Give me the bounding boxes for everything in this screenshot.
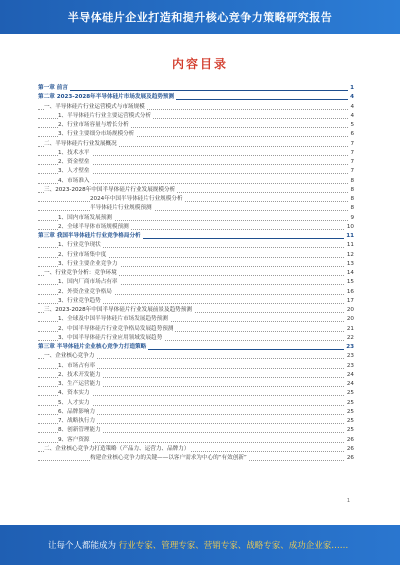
toc-entry-title: 2、行业市场集中度 (58, 251, 108, 260)
toc-entry-title: 7、战略执行力 (58, 417, 97, 426)
footer-lead-text: 让每个人都能成为 (48, 541, 117, 551)
toc-entry[interactable] (38, 251, 354, 260)
toc-entry-title: 3、行业竞争趋势 (58, 297, 103, 306)
toc-entry-page: 8 (348, 177, 354, 186)
toc-entry-page: 23 (345, 362, 354, 371)
toc-entry-title: 4、市场准入 (58, 177, 92, 186)
toc-entry-title: 第二章 2023-2028年半导体硅片市场发展及趋势预测 (38, 93, 176, 102)
toc-entry-title: 1、半导体硅片行业主要运营模式分析 (58, 112, 153, 121)
toc-entry[interactable] (38, 389, 354, 398)
toc-entry[interactable] (38, 454, 354, 463)
toc-entry[interactable] (38, 214, 354, 223)
toc-entry-title: 3、人才壁垒 (58, 167, 92, 176)
toc-entry-title: 一、行业竞争分析：竞争环境 (44, 269, 119, 278)
toc-entry[interactable] (38, 121, 354, 130)
toc-entry-title: 8、创新管理能力 (58, 426, 103, 435)
page-number: 1 (346, 498, 350, 504)
leader-dots (38, 201, 354, 202)
toc-entry-page: 16 (345, 288, 354, 297)
toc-entry-page: 4 (348, 112, 354, 121)
toc-entry-page: 11 (345, 241, 354, 250)
toc-entry[interactable] (38, 93, 354, 102)
toc-entry-title: 1、技术水平 (58, 149, 92, 158)
toc-entry-page: 11 (344, 232, 354, 241)
toc-entry-title: 二、企业核心竞争力打造策略（产品力、运营力、品牌力） (44, 445, 191, 454)
toc-entry-page: 5 (348, 121, 354, 130)
toc-entry[interactable] (38, 223, 354, 232)
toc-entry-page: 22 (345, 334, 354, 343)
toc-entry[interactable] (38, 315, 354, 324)
toc-entry[interactable] (38, 130, 354, 139)
toc-entry-title: 2、行业市场容量与增长分析 (58, 121, 131, 130)
toc-entry[interactable] (38, 186, 354, 195)
leader-dots (38, 90, 354, 91)
toc-entry[interactable] (38, 112, 354, 121)
toc-entry-page: 23 (344, 343, 354, 352)
toc-entry[interactable] (38, 371, 354, 380)
toc-entry-page: 26 (345, 436, 354, 445)
footer-banner (0, 525, 400, 565)
toc-entry[interactable] (38, 380, 354, 389)
toc-entry-title: 第一章 前言 (38, 84, 70, 93)
toc-entry-title: 2、资金壁垒 (58, 158, 92, 167)
table-of-contents (38, 84, 354, 463)
toc-entry[interactable] (38, 260, 354, 269)
toc-entry-page: 8 (348, 195, 354, 204)
toc-entry[interactable] (38, 167, 354, 176)
toc-entry[interactable] (38, 140, 354, 149)
toc-entry-page: 8 (348, 204, 354, 213)
toc-entry[interactable] (38, 278, 354, 287)
toc-entry-title: 3、中国半导体硅片行业应用领域发展趋势 (58, 334, 164, 343)
toc-entry[interactable] (38, 177, 354, 186)
toc-entry-page: 25 (345, 408, 354, 417)
toc-entry-title: 一、企业核心竞争力 (44, 352, 96, 361)
toc-entry-page: 17 (345, 297, 354, 306)
toc-entry-page: 15 (345, 278, 354, 287)
toc-entry[interactable] (38, 334, 354, 343)
toc-entry-title: 1、市场占有率 (58, 362, 97, 371)
toc-entry[interactable] (38, 241, 354, 250)
toc-entry-page: 26 (345, 445, 354, 454)
toc-entry-page: 12 (345, 251, 354, 260)
toc-entry[interactable] (38, 399, 354, 408)
toc-entry-title: 9、客户资源 (58, 436, 92, 445)
toc-entry[interactable] (38, 84, 354, 93)
toc-entry-title: 半导体硅片行业规模预测 (90, 204, 154, 213)
toc-entry-title: 一、半导体硅片行业运营模式与市场规模 (44, 103, 147, 112)
toc-entry[interactable] (38, 232, 354, 241)
toc-entry-title: 2、技术开发能力 (58, 371, 103, 380)
toc-entry-page: 23 (345, 352, 354, 361)
toc-entry-title: 3、生产运营能力 (58, 380, 103, 389)
toc-entry[interactable] (38, 297, 354, 306)
toc-entry-title: 构建企业核心竞争力的关键——以客户需求为中心的“有效创新” (90, 454, 249, 463)
toc-entry-page: 14 (345, 269, 354, 278)
toc-entry-page: 21 (345, 325, 354, 334)
toc-entry-title: 2024年中国半导体硅片行业规模分析 (90, 195, 185, 204)
toc-entry-page: 25 (345, 417, 354, 426)
toc-entry-page: 20 (345, 315, 354, 324)
toc-entry-page: 9 (348, 214, 354, 223)
toc-entry-page: 6 (348, 130, 354, 139)
toc-entry-page: 26 (345, 454, 354, 463)
footer-slogan (48, 539, 348, 551)
toc-entry[interactable] (38, 436, 354, 445)
toc-entry-page: 25 (345, 426, 354, 435)
toc-entry-title: 第三章 我国半导体硅片行业竞争格局分析 (38, 232, 143, 241)
toc-entry[interactable] (38, 352, 354, 361)
toc-entry[interactable] (38, 343, 354, 352)
toc-entry-page: 10 (345, 223, 354, 232)
toc-entry[interactable] (38, 325, 354, 334)
toc-entry[interactable] (38, 445, 354, 454)
toc-entry-title: 2、全球半导体市场规模预测 (58, 223, 131, 232)
toc-entry[interactable] (38, 149, 354, 158)
toc-entry-title: 1、全球及中国半导体硅片市场发展趋势预测 (58, 315, 170, 324)
toc-entry-title: 2、中国半导体硅片行业竞争格局发展趋势预测 (58, 325, 175, 334)
toc-entry-page: 13 (345, 260, 354, 269)
toc-entry-title: 1、国内厂商市场占有率 (58, 278, 120, 287)
toc-entry-title: 2、外资企业竞争格局 (58, 288, 114, 297)
toc-entry-title: 第三章 半导体硅片企业核心竞争力打造策略 (38, 343, 148, 352)
toc-entry-page: 25 (345, 399, 354, 408)
toc-entry-title: 3、行业主要企业竞争力 (58, 260, 120, 269)
footer-roles-text: 行业专家、管理专家、营销专家、战略专家、成功企业家…… (118, 541, 349, 551)
toc-entry[interactable] (38, 417, 354, 426)
toc-entry[interactable] (38, 426, 354, 435)
toc-entry[interactable] (38, 269, 354, 278)
toc-entry[interactable] (38, 204, 354, 213)
toc-entry-page: 4 (348, 103, 354, 112)
report-title: 半导体硅片企业打造和提升核心竞争力策略研究报告 (67, 11, 333, 24)
toc-entry-page: 7 (348, 158, 354, 167)
toc-entry-title: 4、资本实力 (58, 389, 92, 398)
toc-entry[interactable] (38, 195, 354, 204)
toc-entry[interactable] (38, 362, 354, 371)
toc-entry-page: 25 (345, 389, 354, 398)
toc-entry[interactable] (38, 288, 354, 297)
toc-entry-title: 三、2023-2028年中国半导体硅片行业发展规模分析 (44, 186, 177, 195)
toc-entry-title: 二、半导体硅片行业发展概况 (44, 140, 119, 149)
toc-entry-page: 7 (348, 167, 354, 176)
toc-entry-page: 4 (348, 93, 354, 102)
toc-heading: 内容目录 (171, 57, 228, 71)
toc-entry-page: 7 (348, 149, 354, 158)
toc-entry-title: 5、人才实力 (58, 399, 92, 408)
toc-entry[interactable] (38, 158, 354, 167)
toc-entry-page: 24 (345, 380, 354, 389)
leader-dots (38, 210, 354, 211)
toc-entry-title: 1、行业竞争现状 (58, 241, 103, 250)
report-header (0, 0, 400, 34)
toc-entry[interactable] (38, 408, 354, 417)
toc-entry-page: 24 (345, 371, 354, 380)
toc-entry-page: 7 (348, 140, 354, 149)
toc-entry-title: 1、国内市场发展预测 (58, 214, 114, 223)
toc-entry[interactable] (38, 103, 354, 112)
toc-entry-page: 8 (348, 186, 354, 195)
toc-entry-title: 3、行业主要细分市场规模分析 (58, 130, 136, 139)
toc-entry-page: 1 (348, 84, 354, 93)
toc-entry-page: 20 (345, 306, 354, 315)
toc-entry-title: 三、2023-2028年中国半导体硅片行业发展前景及趋势预测 (44, 306, 194, 315)
toc-entry-title: 6、品牌影响力 (58, 408, 97, 417)
toc-entry[interactable] (38, 306, 354, 315)
